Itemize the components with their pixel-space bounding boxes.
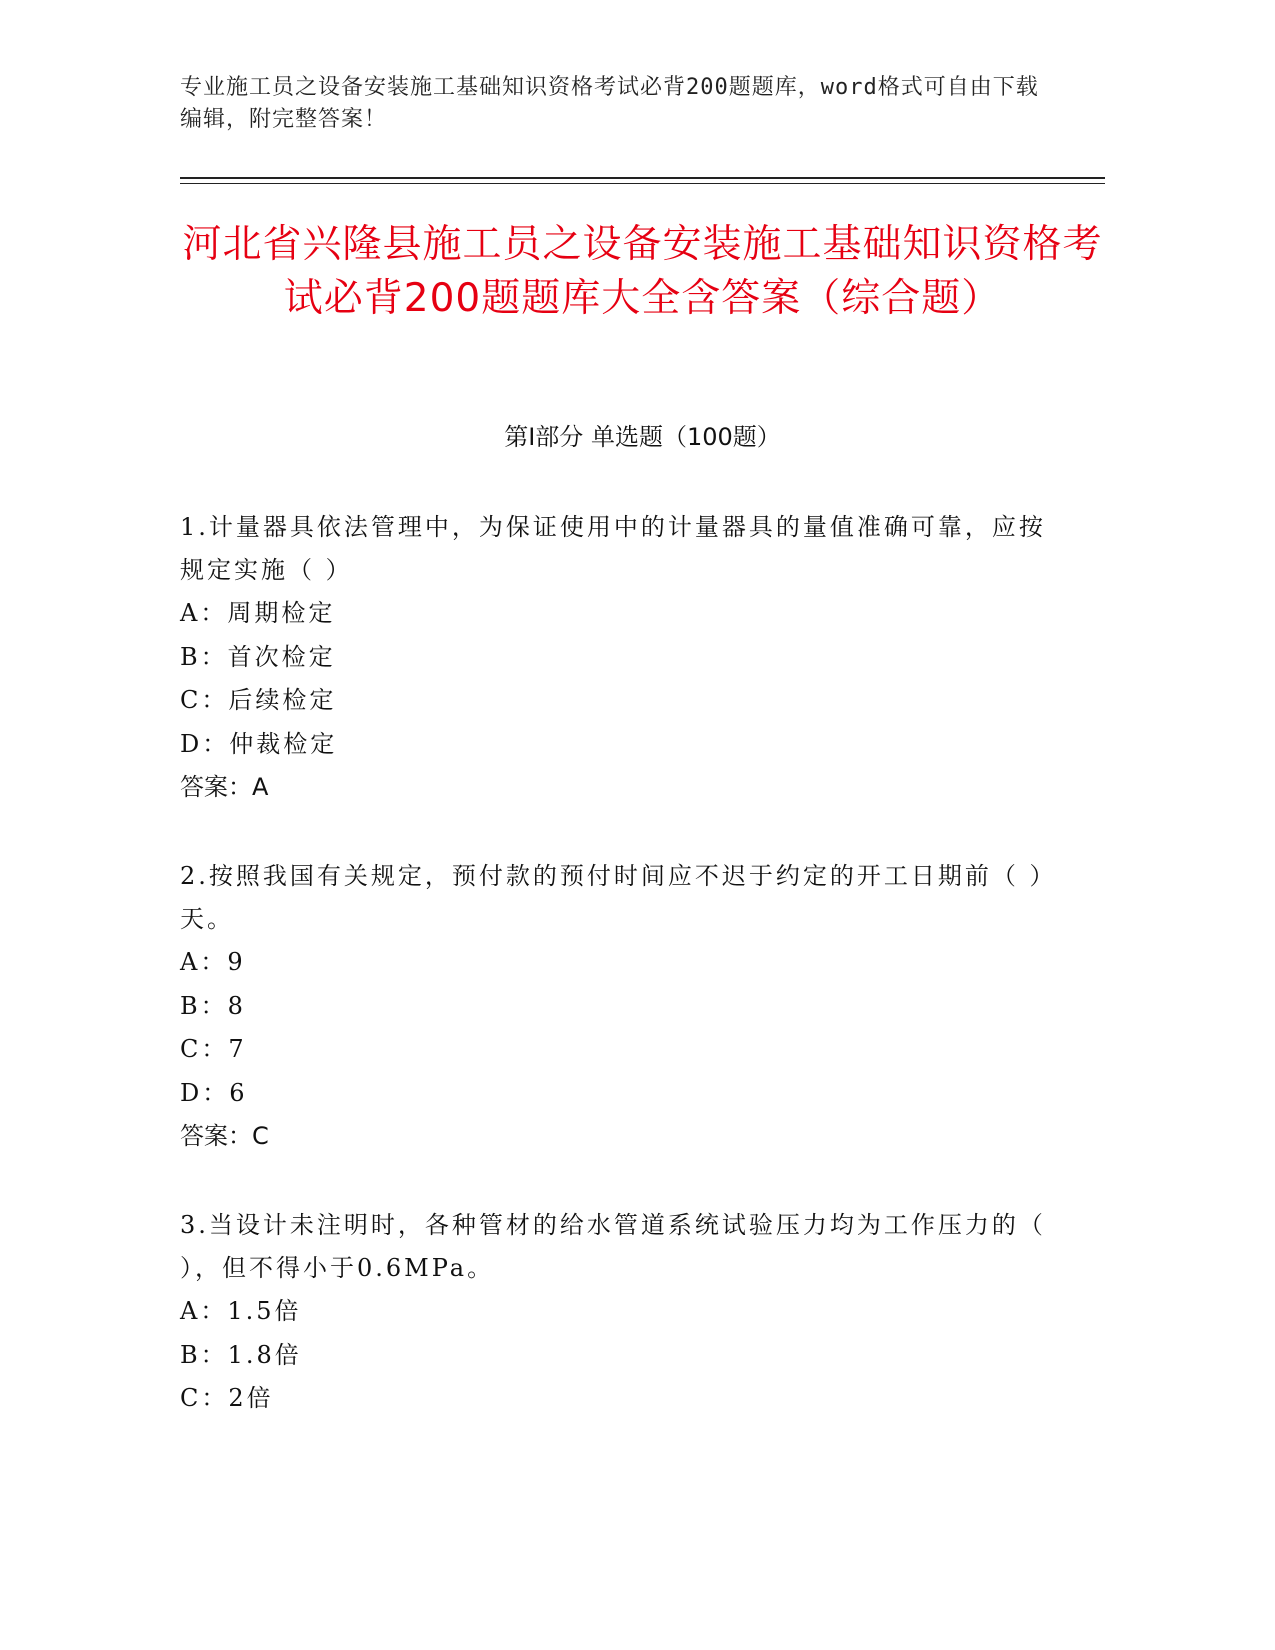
option-d: D：6 bbox=[180, 1078, 248, 1107]
question-3 bbox=[180, 1204, 1060, 1421]
header-divider-thin bbox=[180, 183, 1105, 184]
section-heading: 第Ⅰ部分 单选题（100题） bbox=[504, 423, 781, 451]
header-note: 专业施工员之设备安装施工基础知识资格考试必背200题题库，word格式可自由下载编辑，附完整答案！ bbox=[180, 75, 1039, 132]
option-b: B：8 bbox=[180, 991, 246, 1020]
option-b: B：1.8倍 bbox=[180, 1340, 302, 1369]
question-2 bbox=[180, 855, 1060, 1158]
question-1 bbox=[180, 506, 1060, 809]
question-stem: 1.计量器具依法管理中，为保证使用中的计量器具的量值准确可靠，应按规定实施（ ） bbox=[180, 513, 1046, 584]
question-stem: 2.按照我国有关规定，预付款的预付时间应不迟于约定的开工日期前（ ）天。 bbox=[180, 862, 1057, 933]
option-c: C：后续检定 bbox=[180, 686, 337, 714]
option-d: D：仲裁检定 bbox=[180, 729, 338, 758]
question-stem: 3.当设计未注明时，各种管材的给水管道系统试验压力均为工作压力的（ ），但不得小于0.6MPa。 bbox=[180, 1211, 1046, 1282]
document-title: 河北省兴隆县施工员之设备安装施工基础知识资格考试必背200题题库大全含答案（综合题） bbox=[182, 222, 1103, 321]
option-c: C：7 bbox=[180, 1035, 247, 1063]
option-a: A：周期检定 bbox=[180, 599, 336, 627]
answer-line: 答案：C bbox=[180, 1122, 269, 1150]
option-b: B：首次检定 bbox=[180, 642, 336, 671]
option-a: A：1.5倍 bbox=[180, 1297, 302, 1325]
answer-line: 答案：A bbox=[180, 773, 269, 801]
option-a: A：9 bbox=[180, 948, 246, 976]
option-c: C：2倍 bbox=[180, 1384, 274, 1412]
header-divider-thick bbox=[180, 177, 1105, 179]
question-list bbox=[180, 506, 1060, 1467]
